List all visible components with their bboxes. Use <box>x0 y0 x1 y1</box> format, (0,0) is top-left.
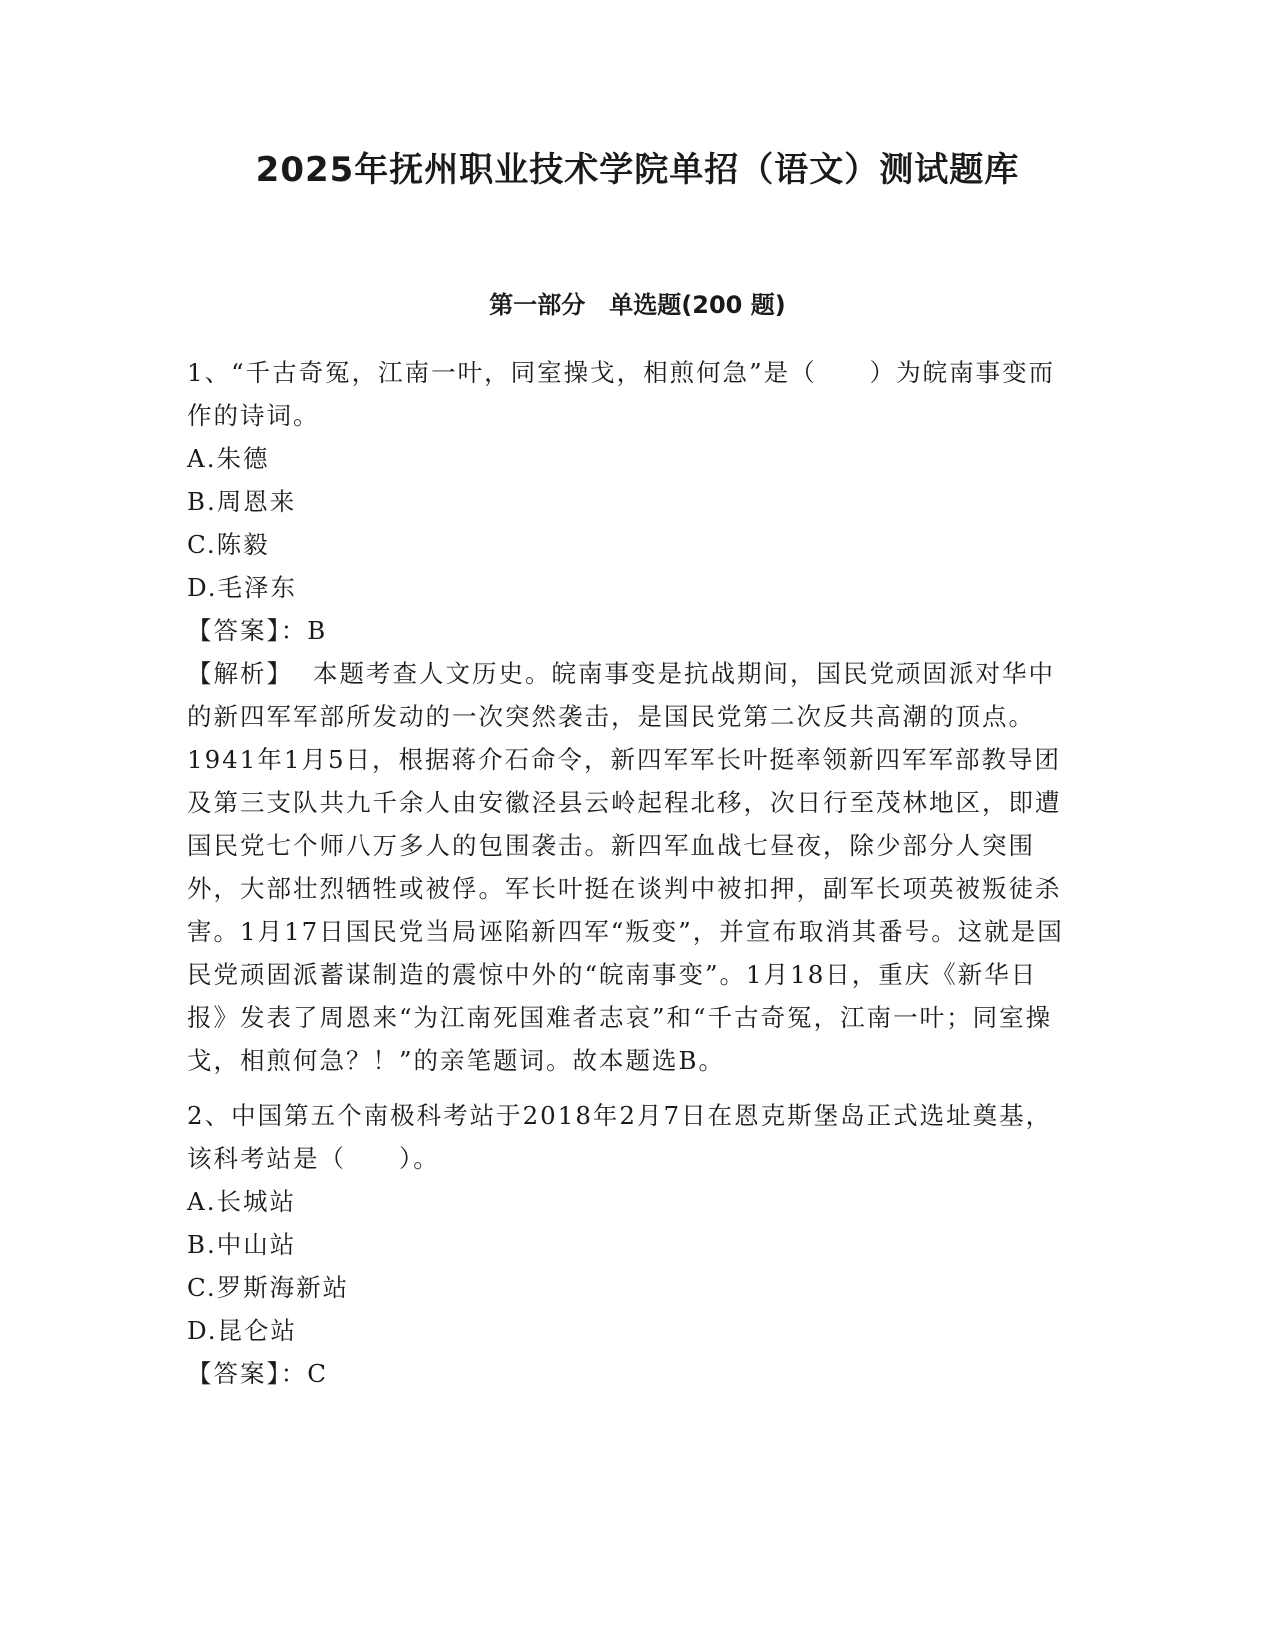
answer-label: 【答案】： <box>187 1359 308 1388</box>
option-c: C.陈毅 <box>187 530 270 559</box>
option-b: B.周恩来 <box>187 487 297 516</box>
option-a: A.朱德 <box>187 444 270 473</box>
option-b: B.中山站 <box>187 1230 297 1259</box>
option-d: D.毛泽东 <box>187 573 298 602</box>
option-a: A.长城站 <box>187 1187 296 1216</box>
answer-value: C <box>307 1359 328 1388</box>
option-c: C.罗斯海新站 <box>187 1273 350 1302</box>
analysis-paragraph <box>187 652 1070 1082</box>
question-stem: 2、中国第五个南极科考站于2018年2月7日在恩克斯堡岛正式选址奠基，该科考站是（ ）。 <box>187 1101 1053 1173</box>
question-stem: 1、“千古奇冤，江南一叶，同室操戈，相煎何急”是（ ）为皖南事变而作的诗词。 <box>187 358 1056 430</box>
option-d: D.昆仑站 <box>187 1316 298 1345</box>
answer-label: 【答案】： <box>187 616 308 645</box>
question-2 <box>187 1094 1070 1395</box>
analysis-label: 【解析】 <box>187 659 293 688</box>
document-title: 2025年抚州职业技术学院单招（语文）测试题库 <box>255 150 1020 190</box>
question-list <box>187 351 1070 1395</box>
answer-value: B <box>307 616 328 645</box>
question-1 <box>187 351 1070 1082</box>
section-heading: 第一部分 单选题(200 题) <box>489 291 786 319</box>
answer-line <box>187 1352 1070 1395</box>
answer-line <box>187 609 1070 652</box>
analysis-text: 本题考查人文历史。皖南事变是抗战期间，国民党顽固派对华中的新四军军部所发动的一次突然袭击，是国民党第二次反共高潮的顶点。1941年1月5日，根据蒋介石命令，新四军军长叶挺率领新四军军部教导团及第三支队共九千余人由安徽泾县云岭起程北移，次日行至茂林地区，即遭国民党七个师八万多人的包围袭击。新四军血战七昼夜，除少部分人突围外，大部壮烈牺牲或被俘。军长叶挺在谈判中被扣押，副军长项英被叛徒杀害。1月17日国民党当局诬陷新四军“叛变”，并宣布取消其番号。这就是国民党顽固派蓄谋制造的震惊中外的“皖南事变”。1月18日，重庆《新华日报》发表了周恩来“为江南死国难者志哀”和“千古奇冤，江南一叶；同室操戈，相煎何急？！”的亲笔题词。故本题选B。 <box>187 659 1064 1075</box>
